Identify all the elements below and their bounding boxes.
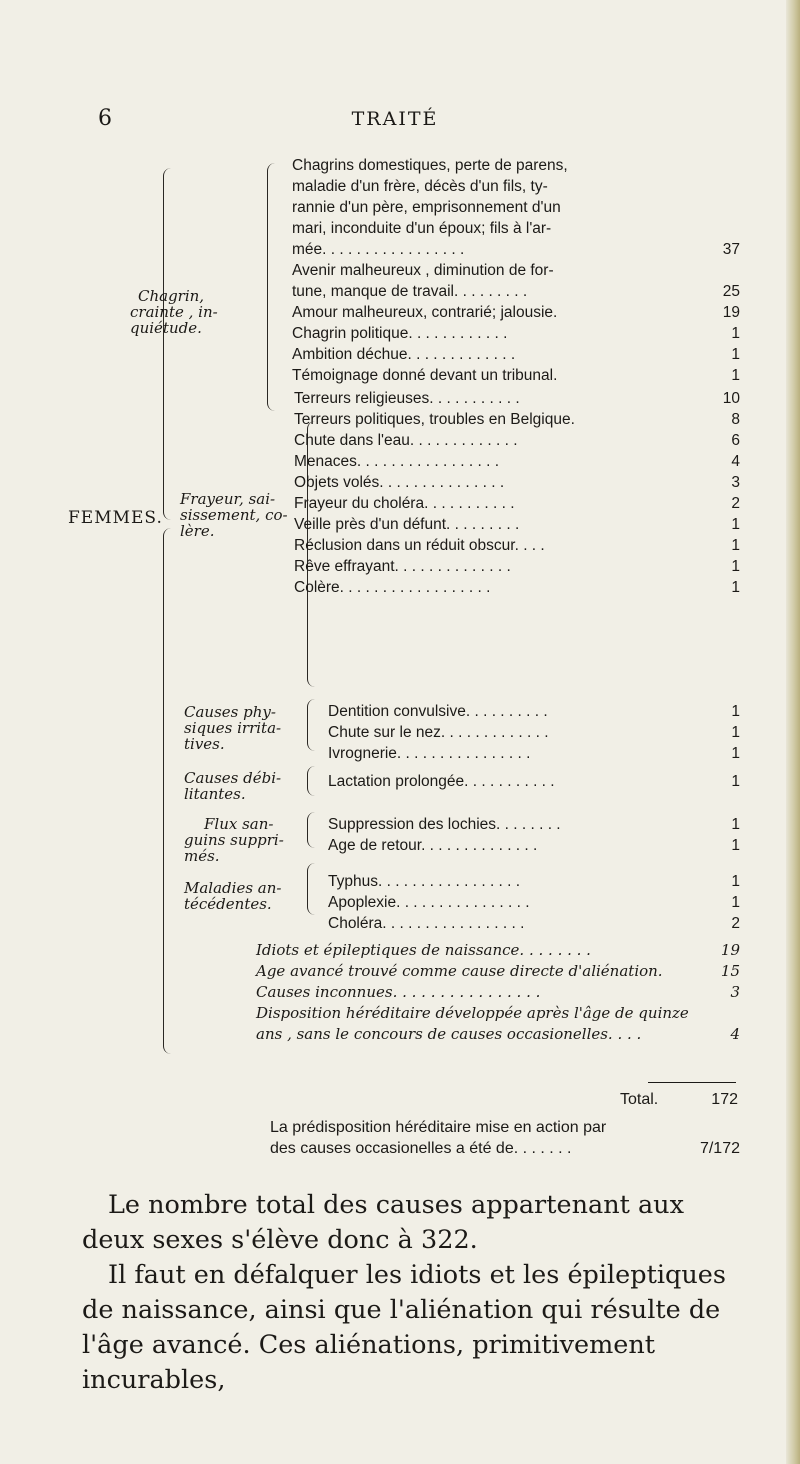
- page-edge-shadow: [786, 0, 800, 1464]
- cause-label: Age de retour. . . . . . . . . . . . . .: [328, 837, 538, 854]
- cause-count: 1: [731, 346, 740, 363]
- cause-row-7: [292, 305, 740, 323]
- cause-row-12: [294, 412, 740, 430]
- cause-label: Rêve effrayant. . . . . . . . . . . . . .: [294, 558, 511, 575]
- cause-label: Terreurs religieuses. . . . . . . . . . .: [294, 390, 520, 407]
- cause-count: 1: [731, 837, 740, 854]
- cause-row-6: [292, 284, 740, 302]
- cause-count: 1: [731, 703, 740, 720]
- cause-row-27: [328, 874, 740, 892]
- cause-row-9: [292, 347, 740, 365]
- cause-row-15: [294, 475, 740, 493]
- predisposition-value: 7/172: [699, 1140, 740, 1157]
- cause-label: Ambition déchue. . . . . . . . . . . . .: [292, 346, 516, 363]
- cause-count: 1: [731, 745, 740, 762]
- total-value: 172: [711, 1091, 738, 1108]
- cause-row-18: [294, 538, 740, 556]
- cause-label: Réclusion dans un réduit obscur. . . .: [294, 537, 545, 554]
- cause-row-26: [328, 838, 740, 856]
- cause-label: rannie d'un père, emprisonnement d'un: [292, 199, 561, 216]
- cause-row-21: [328, 704, 740, 722]
- cause-label: mée. . . . . . . . . . . . . . . . .: [292, 241, 465, 258]
- cause-count: 1: [731, 516, 740, 533]
- cause-count: 4: [731, 453, 740, 470]
- outer-brace-upper: [163, 168, 172, 520]
- extra-row-0: [256, 943, 740, 961]
- extra-row-4: [256, 1027, 740, 1045]
- cause-label: ans , sans le concours de causes occasionelles. . . .: [256, 1025, 642, 1043]
- cause-row-8: [292, 326, 740, 344]
- outer-brace-lower: [163, 528, 172, 1054]
- cause-label: Chagrins domestiques, perte de parens,: [292, 157, 568, 174]
- group-label-frayeur: Frayeur, sai- sissement, co- lère.: [180, 490, 288, 540]
- cause-count: 1: [731, 894, 740, 911]
- cause-count: 1: [731, 558, 740, 575]
- predisposition-line-2-wrap: [270, 1138, 740, 1159]
- group-label-maladies: Maladies an- técédentes.: [184, 879, 282, 913]
- cause-label: Frayeur du choléra. . . . . . . . . . .: [294, 495, 515, 512]
- paragraph-2: Il faut en défalquer les idiots et les épileptiques de naissance, ainsi que l'aliénation qui résulte de l'âge avancé. Ces aliénations, primitivement incurables,: [82, 1260, 726, 1395]
- group-label-flux-sanguins: Flux san- guins suppri- més.: [184, 815, 284, 865]
- cause-count: 15: [720, 962, 740, 980]
- cause-label: maladie d'un frère, décès d'un fils, ty-: [292, 178, 548, 195]
- cause-count: 25: [722, 283, 740, 300]
- running-head: [0, 106, 790, 136]
- group-label-causes-debilitantes: Causes débi- litantes.: [184, 769, 282, 803]
- cause-row-22: [328, 725, 740, 743]
- cause-count: 10: [722, 390, 740, 407]
- cause-count: 1: [731, 724, 740, 741]
- cause-label: Menaces. . . . . . . . . . . . . . . . .: [294, 453, 500, 470]
- total-line: [620, 1091, 738, 1109]
- cause-label: Dentition convulsive. . . . . . . . . .: [328, 703, 548, 720]
- cause-row-24: [328, 774, 740, 792]
- cause-label: Terreurs politiques, troubles en Belgique.: [294, 411, 575, 428]
- cause-row-25: [328, 817, 740, 835]
- cause-count: 3: [730, 983, 740, 1001]
- cause-row-4: [292, 242, 740, 260]
- cause-label: Causes inconnues. . . . . . . . . . . . . . . .: [256, 983, 541, 1001]
- cause-count: 6: [731, 432, 740, 449]
- cause-row-1: [292, 179, 740, 197]
- cause-row-3: [292, 221, 740, 239]
- cause-row-19: [294, 559, 740, 577]
- brace-causes-debilitantes: [307, 766, 316, 796]
- cause-row-14: [294, 454, 740, 472]
- extra-row-1: [256, 964, 740, 982]
- cause-label: tune, manque de travail. . . . . . . . .: [292, 283, 528, 300]
- brace-chagrin: [267, 163, 276, 411]
- cause-label: Disposition héréditaire développée après l'âge de quinze: [256, 1004, 689, 1022]
- cause-count: 1: [731, 367, 740, 384]
- cause-row-10: [292, 368, 740, 386]
- cause-count: 19: [720, 941, 740, 959]
- total-label: Total.: [620, 1091, 659, 1108]
- page-number: 6: [98, 106, 112, 131]
- cause-label: Lactation prolongée. . . . . . . . . . .: [328, 773, 555, 790]
- cause-count: 1: [731, 816, 740, 833]
- brace-causes-physiques: [307, 699, 316, 751]
- cause-count: 2: [731, 915, 740, 932]
- predisposition-line-2: des causes occasionelles a été de. . . . . . .: [270, 1140, 572, 1157]
- cause-label: Chute dans l'eau. . . . . . . . . . . . .: [294, 432, 518, 449]
- cause-label: Choléra. . . . . . . . . . . . . . . . .: [328, 915, 525, 932]
- cause-label: Age avancé trouvé comme cause directe d'aliénation.: [256, 962, 663, 980]
- cause-row-23: [328, 746, 740, 764]
- cause-count: 1: [731, 579, 740, 596]
- cause-label: Suppression des lochies. . . . . . . .: [328, 816, 561, 833]
- group-label-causes-physiques: Causes phy- siques irrita- tives.: [184, 703, 282, 753]
- group-label-chagrin: Chagrin, crainte , in- quiétude.: [130, 287, 218, 337]
- extra-row-3: [256, 1006, 740, 1024]
- total-rule: [648, 1082, 736, 1083]
- cause-label: Apoplexie. . . . . . . . . . . . . . . .: [328, 894, 530, 911]
- paragraph-1: Le nombre total des causes appartenant aux deux sexes s'élève donc à 322.: [82, 1190, 684, 1255]
- section-label-femmes: FEMMES.: [68, 508, 163, 528]
- cause-count: 8: [731, 411, 740, 428]
- cause-label: Idiots et épileptiques de naissance. . . . . . . .: [256, 941, 591, 959]
- predisposition-note: [270, 1117, 740, 1159]
- extra-row-2: [256, 985, 740, 1003]
- cause-count: 2: [731, 495, 740, 512]
- cause-label: Amour malheureux, contrarié; jalousie.: [292, 304, 558, 321]
- cause-label: Ivrognerie. . . . . . . . . . . . . . . .: [328, 745, 531, 762]
- cause-label: Témoignage donné devant un tribunal.: [292, 367, 558, 384]
- brace-maladies: [307, 863, 316, 915]
- cause-count: 19: [722, 304, 740, 321]
- cause-label: Objets volés. . . . . . . . . . . . . . .: [294, 474, 505, 491]
- cause-count: 4: [730, 1025, 740, 1043]
- cause-row-17: [294, 517, 740, 535]
- cause-row-5: [292, 263, 740, 281]
- cause-row-0: [292, 158, 740, 176]
- cause-count: 37: [722, 241, 740, 258]
- cause-row-2: [292, 200, 740, 218]
- cause-label: Colère. . . . . . . . . . . . . . . . . .: [294, 579, 491, 596]
- cause-label: Avenir malheureux , diminution de for-: [292, 262, 554, 279]
- cause-count: 1: [731, 773, 740, 790]
- cause-row-28: [328, 895, 740, 913]
- cause-row-20: [294, 580, 740, 598]
- cause-label: Typhus. . . . . . . . . . . . . . . . .: [328, 873, 521, 890]
- brace-flux-sanguins: [307, 812, 316, 848]
- cause-row-11: [294, 391, 740, 409]
- cause-label: Veille près d'un défunt. . . . . . . . .: [294, 516, 520, 533]
- cause-count: 3: [731, 474, 740, 491]
- cause-count: 1: [731, 325, 740, 342]
- cause-row-29: [328, 916, 740, 934]
- cause-label: Chute sur le nez. . . . . . . . . . . . .: [328, 724, 549, 741]
- cause-row-13: [294, 433, 740, 451]
- cause-count: 1: [731, 537, 740, 554]
- cause-count: 1: [731, 873, 740, 890]
- cause-label: mari, inconduite d'un époux; fils à l'ar-: [292, 220, 552, 237]
- cause-label: Chagrin politique. . . . . . . . . . . .: [292, 325, 508, 342]
- running-title: TRAITÉ: [351, 108, 439, 130]
- predisposition-line-1: La prédisposition héréditaire mise en action par: [270, 1119, 607, 1136]
- cause-row-16: [294, 496, 740, 514]
